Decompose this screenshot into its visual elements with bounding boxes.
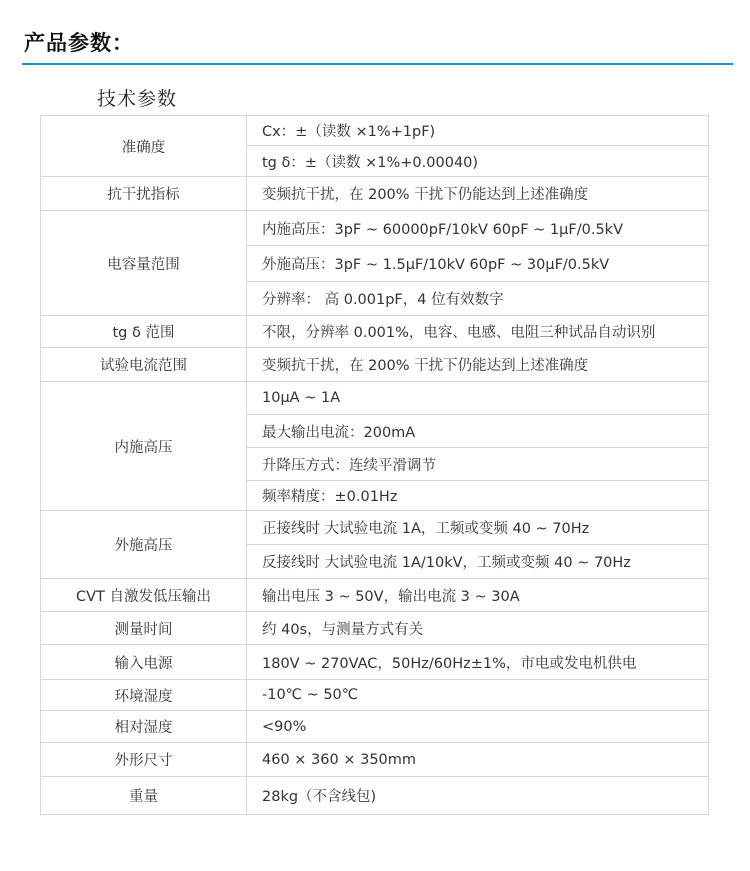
spec-value: 28kg（不含线包) [247, 777, 709, 815]
spec-label: 环境湿度 [41, 680, 247, 711]
spec-value: -10℃ ~ 50℃ [247, 680, 709, 711]
spec-label: CVT 自激发低压输出 [41, 579, 247, 612]
table-row [41, 348, 709, 382]
spec-value: <90% [247, 711, 709, 743]
table-row [41, 711, 709, 743]
spec-value: tg δ：±（读数 ×1%+0.00040) [247, 146, 709, 177]
spec-value: 变频抗干扰，在 200% 干扰下仍能达到上述准确度 [247, 177, 709, 211]
table-row [41, 316, 709, 348]
spec-value: 变频抗干扰，在 200% 干扰下仍能达到上述准确度 [247, 348, 709, 382]
table-row [41, 511, 709, 545]
spec-value: 反接线时 大试验电流 1A/10kV，工频或变频 40 ~ 70Hz [247, 545, 709, 579]
spec-value: 外施高压：3pF ~ 1.5μF/10kV 60pF ~ 30μF/0.5kV [247, 246, 709, 282]
table-row [41, 680, 709, 711]
table-row [41, 777, 709, 815]
spec-value: 180V ~ 270VAC，50Hz/60Hz±1%，市电或发电机供电 [247, 645, 709, 680]
spec-value: 460 × 360 × 350mm [247, 743, 709, 777]
section-title: 技术参数 [97, 88, 178, 110]
table-row [41, 743, 709, 777]
header-divider [22, 63, 733, 65]
spec-label: tg δ 范围 [41, 316, 247, 348]
spec-value: 最大输出电流：200mA [247, 415, 709, 448]
spec-value: 升降压方式：连续平滑调节 [247, 448, 709, 481]
spec-value: 10μA ~ 1A [247, 382, 709, 415]
table-row [41, 645, 709, 680]
spec-table [40, 115, 709, 815]
spec-value: 不限，分辨率 0.001%，电容、电感、电阻三种试品自动识别 [247, 316, 709, 348]
spec-label: 抗干扰指标 [41, 177, 247, 211]
spec-label: 测量时间 [41, 612, 247, 645]
spec-value: Cx：±（读数 ×1%+1pF) [247, 116, 709, 146]
spec-label: 电容量范围 [41, 211, 247, 316]
table-row [41, 116, 709, 146]
spec-value: 正接线时 大试验电流 1A，工频或变频 40 ~ 70Hz [247, 511, 709, 545]
spec-label: 相对湿度 [41, 711, 247, 743]
spec-value: 内施高压：3pF ~ 60000pF/10kV 60pF ~ 1μF/0.5kV [247, 211, 709, 246]
spec-label: 重量 [41, 777, 247, 815]
spec-value: 分辨率： 高 0.001pF，4 位有效数字 [247, 282, 709, 316]
spec-label: 试验电流范围 [41, 348, 247, 382]
spec-label: 外形尺寸 [41, 743, 247, 777]
table-row [41, 211, 709, 246]
spec-label: 内施高压 [41, 382, 247, 511]
page-title: 产品参数： [24, 31, 134, 55]
table-row [41, 177, 709, 211]
spec-label: 输入电源 [41, 645, 247, 680]
spec-value: 约 40s，与测量方式有关 [247, 612, 709, 645]
table-row [41, 382, 709, 415]
spec-value: 频率精度：±0.01Hz [247, 481, 709, 511]
table-row [41, 612, 709, 645]
table-row [41, 579, 709, 612]
spec-value: 输出电压 3 ~ 50V，输出电流 3 ~ 30A [247, 579, 709, 612]
spec-label: 外施高压 [41, 511, 247, 579]
spec-label: 准确度 [41, 116, 247, 177]
